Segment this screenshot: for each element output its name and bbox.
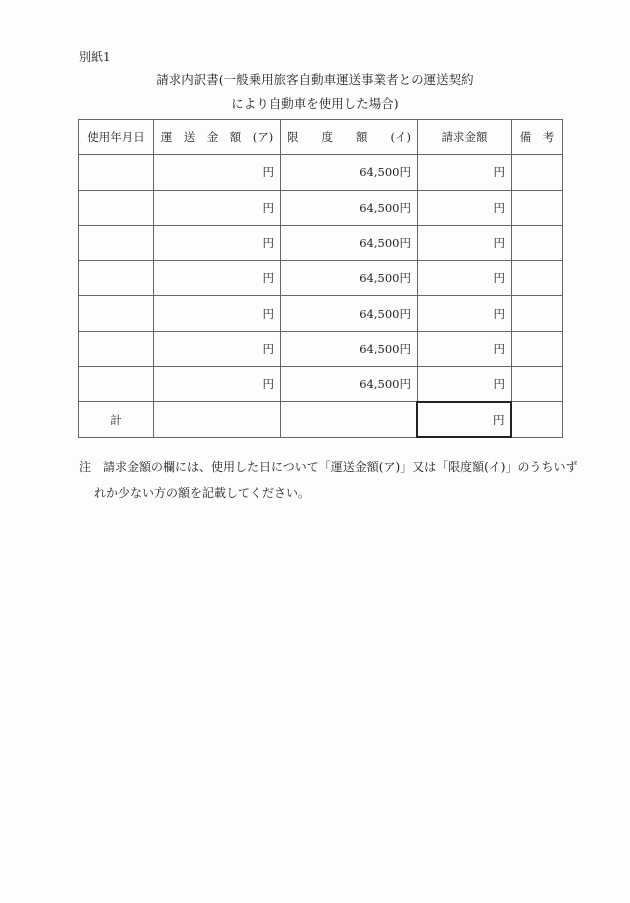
- table-row: [79, 155, 563, 190]
- remarks-cell[interactable]: [511, 367, 562, 402]
- limit-amount-cell: 64,500円: [281, 367, 418, 402]
- transport-amount-cell[interactable]: 円: [154, 296, 281, 331]
- transport-amount-cell[interactable]: 円: [154, 331, 281, 366]
- limit-amount-cell: 64,500円: [281, 190, 418, 225]
- claim-amount-cell[interactable]: 円: [417, 331, 511, 366]
- total-claim-amount-cell[interactable]: 円: [417, 402, 511, 437]
- date-cell[interactable]: [79, 155, 154, 190]
- remarks-cell[interactable]: [511, 225, 562, 260]
- table-header-row: [79, 120, 563, 155]
- header-transport-amount: 運 送 金 額 (ア): [154, 120, 281, 155]
- date-cell[interactable]: [79, 225, 154, 260]
- remarks-cell[interactable]: [511, 155, 562, 190]
- transport-amount-cell[interactable]: 円: [154, 155, 281, 190]
- limit-amount-cell: 64,500円: [281, 331, 418, 366]
- claim-amount-cell[interactable]: 円: [417, 367, 511, 402]
- header-date: 使用年月日: [79, 120, 154, 155]
- date-cell[interactable]: [79, 296, 154, 331]
- date-cell[interactable]: [79, 261, 154, 296]
- claim-amount-cell[interactable]: 円: [417, 190, 511, 225]
- remarks-cell[interactable]: [511, 190, 562, 225]
- claim-amount-cell[interactable]: 円: [417, 225, 511, 260]
- total-remarks-cell: [511, 402, 562, 437]
- table-row: [79, 190, 563, 225]
- claim-amount-cell[interactable]: 円: [417, 296, 511, 331]
- limit-amount-cell: 64,500円: [281, 155, 418, 190]
- total-limit-amount-cell: [281, 402, 418, 437]
- remarks-cell[interactable]: [511, 261, 562, 296]
- limit-amount-cell: 64,500円: [281, 225, 418, 260]
- total-transport-amount-cell: [154, 402, 281, 437]
- transport-amount-cell[interactable]: 円: [154, 367, 281, 402]
- limit-amount-cell: 64,500円: [281, 261, 418, 296]
- table-row: [79, 261, 563, 296]
- document-title-line2: により自動車を使用した場合): [231, 96, 399, 111]
- table-row: [79, 367, 563, 402]
- limit-amount-cell: 64,500円: [281, 296, 418, 331]
- header-limit-amount: 限 度 額 (イ): [281, 120, 418, 155]
- total-row: [79, 402, 563, 437]
- document-title-line1: 請求内訳書(一般乗用旅客自動車運送事業者との運送契約: [156, 72, 474, 87]
- transport-amount-cell[interactable]: 円: [154, 225, 281, 260]
- date-cell[interactable]: [79, 331, 154, 366]
- claim-amount-cell[interactable]: 円: [417, 261, 511, 296]
- header-claim-amount: 請求金額: [417, 120, 511, 155]
- date-cell[interactable]: [79, 190, 154, 225]
- note-line1: 注 請求金額の欄には、使用した日について「運送金額(ア)」又は「限度額(イ)」のうちいず: [79, 460, 578, 474]
- claim-breakdown-table: [78, 119, 563, 438]
- table-row: [79, 331, 563, 366]
- total-label: 計: [79, 402, 154, 437]
- transport-amount-cell[interactable]: 円: [154, 190, 281, 225]
- claim-amount-cell[interactable]: 円: [417, 155, 511, 190]
- header-remarks: 備 考: [511, 120, 562, 155]
- table-row: [79, 225, 563, 260]
- transport-amount-cell[interactable]: 円: [154, 261, 281, 296]
- note-line2: れか少ない方の額を記載してください。: [94, 486, 311, 500]
- attachment-label: 別紙1: [79, 50, 111, 64]
- remarks-cell[interactable]: [511, 331, 562, 366]
- date-cell[interactable]: [79, 367, 154, 402]
- table-row: [79, 296, 563, 331]
- remarks-cell[interactable]: [511, 296, 562, 331]
